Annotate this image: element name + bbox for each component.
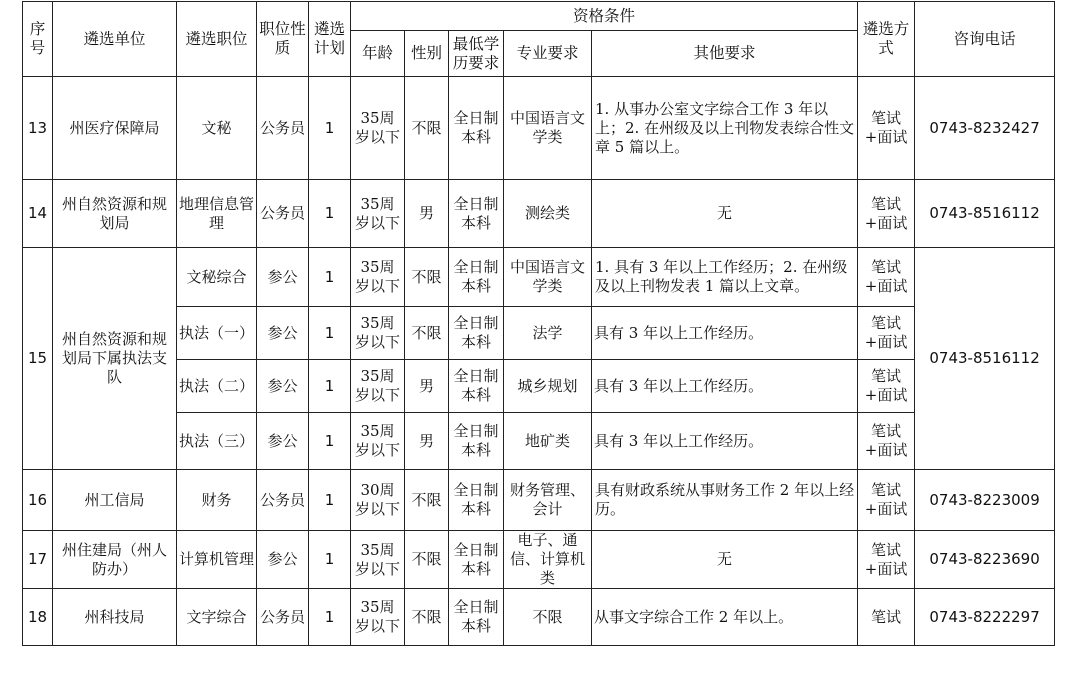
header-age: 年龄	[351, 31, 405, 77]
cell-major: 不限	[504, 589, 592, 646]
page-bottom-edge	[0, 670, 1080, 682]
cell-plan: 1	[309, 180, 351, 248]
cell-major: 地矿类	[504, 413, 592, 470]
cell-nature: 公务员	[257, 470, 309, 531]
cell-position: 文秘综合	[177, 248, 257, 307]
cell-nature: 参公	[257, 531, 309, 589]
cell-position: 财务	[177, 470, 257, 531]
cell-method: 笔试+面试	[858, 248, 915, 307]
cell-method: 笔试+面试	[858, 360, 915, 413]
cell-seq: 13	[23, 77, 53, 180]
cell-phone: 0743-8223009	[915, 470, 1055, 531]
cell-position: 文秘	[177, 77, 257, 180]
cell-major: 财务管理、会计	[504, 470, 592, 531]
cell-nature: 参公	[257, 248, 309, 307]
table-row	[23, 531, 1055, 589]
cell-unit: 州医疗保障局	[53, 77, 177, 180]
cell-plan: 1	[309, 248, 351, 307]
cell-education: 全日制本科	[449, 413, 504, 470]
cell-age: 35周岁以下	[351, 180, 405, 248]
cell-age: 35周岁以下	[351, 589, 405, 646]
cell-position: 地理信息管理	[177, 180, 257, 248]
cell-position: 执法（二）	[177, 360, 257, 413]
cell-position: 文字综合	[177, 589, 257, 646]
cell-method: 笔试+面试	[858, 307, 915, 360]
cell-education: 全日制本科	[449, 360, 504, 413]
cell-other: 具有 3 年以上工作经历。	[592, 413, 858, 470]
recruitment-table	[22, 1, 1055, 646]
cell-other: 1. 具有 3 年以上工作经历；2. 在州级及以上刊物发表 1 篇以上文章。	[592, 248, 858, 307]
cell-age: 35周岁以下	[351, 77, 405, 180]
cell-nature: 参公	[257, 307, 309, 360]
cell-plan: 1	[309, 531, 351, 589]
cell-plan: 1	[309, 77, 351, 180]
cell-age: 35周岁以下	[351, 307, 405, 360]
cell-other: 从事文字综合工作 2 年以上。	[592, 589, 858, 646]
header-gender: 性别	[405, 31, 449, 77]
cell-phone: 0743-8516112	[915, 248, 1055, 470]
cell-phone: 0743-8232427	[915, 77, 1055, 180]
cell-plan: 1	[309, 470, 351, 531]
cell-seq: 17	[23, 531, 53, 589]
cell-education: 全日制本科	[449, 248, 504, 307]
cell-other: 具有 3 年以上工作经历。	[592, 360, 858, 413]
cell-phone: 0743-8516112	[915, 180, 1055, 248]
cell-age: 30周岁以下	[351, 470, 405, 531]
header-nature: 职位性质	[257, 2, 309, 77]
cell-phone: 0743-8222297	[915, 589, 1055, 646]
cell-major: 电子、通信、计算机类	[504, 531, 592, 589]
cell-gender: 不限	[405, 531, 449, 589]
cell-plan: 1	[309, 360, 351, 413]
cell-phone: 0743-8223690	[915, 531, 1055, 589]
header-row	[23, 2, 1055, 31]
cell-gender: 不限	[405, 470, 449, 531]
cell-plan: 1	[309, 589, 351, 646]
cell-seq: 14	[23, 180, 53, 248]
cell-major: 中国语言文学类	[504, 248, 592, 307]
table-row	[23, 413, 1055, 470]
table-row	[23, 180, 1055, 248]
cell-method: 笔试	[858, 589, 915, 646]
cell-plan: 1	[309, 413, 351, 470]
header-plan: 遴选计划	[309, 2, 351, 77]
header-major: 专业要求	[504, 31, 592, 77]
table-row	[23, 248, 1055, 307]
cell-nature: 公务员	[257, 180, 309, 248]
table-row	[23, 589, 1055, 646]
cell-nature: 公务员	[257, 77, 309, 180]
table-row	[23, 307, 1055, 360]
cell-other: 具有财政系统从事财务工作 2 年以上经历。	[592, 470, 858, 531]
cell-gender: 不限	[405, 248, 449, 307]
header-phone: 咨询电话	[915, 2, 1055, 77]
header-seq: 序号	[23, 2, 53, 77]
table-row	[23, 360, 1055, 413]
cell-gender: 男	[405, 180, 449, 248]
table-row	[23, 470, 1055, 531]
cell-nature: 参公	[257, 413, 309, 470]
cell-method: 笔试+面试	[858, 180, 915, 248]
cell-position: 执法（三）	[177, 413, 257, 470]
cell-unit: 州科技局	[53, 589, 177, 646]
cell-unit: 州住建局（州人防办）	[53, 531, 177, 589]
cell-position: 计算机管理	[177, 531, 257, 589]
cell-other: 1. 从事办公室文字综合工作 3 年以上；2. 在州级及以上刊物发表综合性文章 5 篇以上。	[592, 77, 858, 180]
cell-age: 35周岁以下	[351, 360, 405, 413]
cell-other: 无	[592, 531, 858, 589]
cell-education: 全日制本科	[449, 307, 504, 360]
cell-method: 笔试+面试	[858, 531, 915, 589]
cell-education: 全日制本科	[449, 77, 504, 180]
cell-unit: 州自然资源和规划局下属执法支队	[53, 248, 177, 470]
header-position: 遴选职位	[177, 2, 257, 77]
cell-education: 全日制本科	[449, 589, 504, 646]
table-row	[23, 77, 1055, 180]
cell-method: 笔试+面试	[858, 470, 915, 531]
cell-age: 35周岁以下	[351, 413, 405, 470]
cell-education: 全日制本科	[449, 470, 504, 531]
cell-nature: 参公	[257, 360, 309, 413]
cell-other: 具有 3 年以上工作经历。	[592, 307, 858, 360]
header-other: 其他要求	[592, 31, 858, 77]
cell-nature: 公务员	[257, 589, 309, 646]
header-qualifications: 资格条件	[351, 2, 858, 31]
cell-plan: 1	[309, 307, 351, 360]
cell-seq: 18	[23, 589, 53, 646]
cell-gender: 男	[405, 413, 449, 470]
cell-gender: 不限	[405, 589, 449, 646]
cell-education: 全日制本科	[449, 531, 504, 589]
cell-seq: 15	[23, 248, 53, 470]
cell-method: 笔试+面试	[858, 413, 915, 470]
cell-age: 35周岁以下	[351, 531, 405, 589]
cell-gender: 不限	[405, 307, 449, 360]
cell-position: 执法（一）	[177, 307, 257, 360]
cell-major: 法学	[504, 307, 592, 360]
cell-major: 城乡规划	[504, 360, 592, 413]
cell-unit: 州自然资源和规划局	[53, 180, 177, 248]
cell-gender: 男	[405, 360, 449, 413]
cell-major: 测绘类	[504, 180, 592, 248]
cell-unit: 州工信局	[53, 470, 177, 531]
header-unit: 遴选单位	[53, 2, 177, 77]
cell-education: 全日制本科	[449, 180, 504, 248]
cell-age: 35周岁以下	[351, 248, 405, 307]
header-education: 最低学历要求	[449, 31, 504, 77]
cell-seq: 16	[23, 470, 53, 531]
cell-major: 中国语言文学类	[504, 77, 592, 180]
cell-other: 无	[592, 180, 858, 248]
cell-gender: 不限	[405, 77, 449, 180]
cell-method: 笔试+面试	[858, 77, 915, 180]
header-method: 遴选方式	[858, 2, 915, 77]
